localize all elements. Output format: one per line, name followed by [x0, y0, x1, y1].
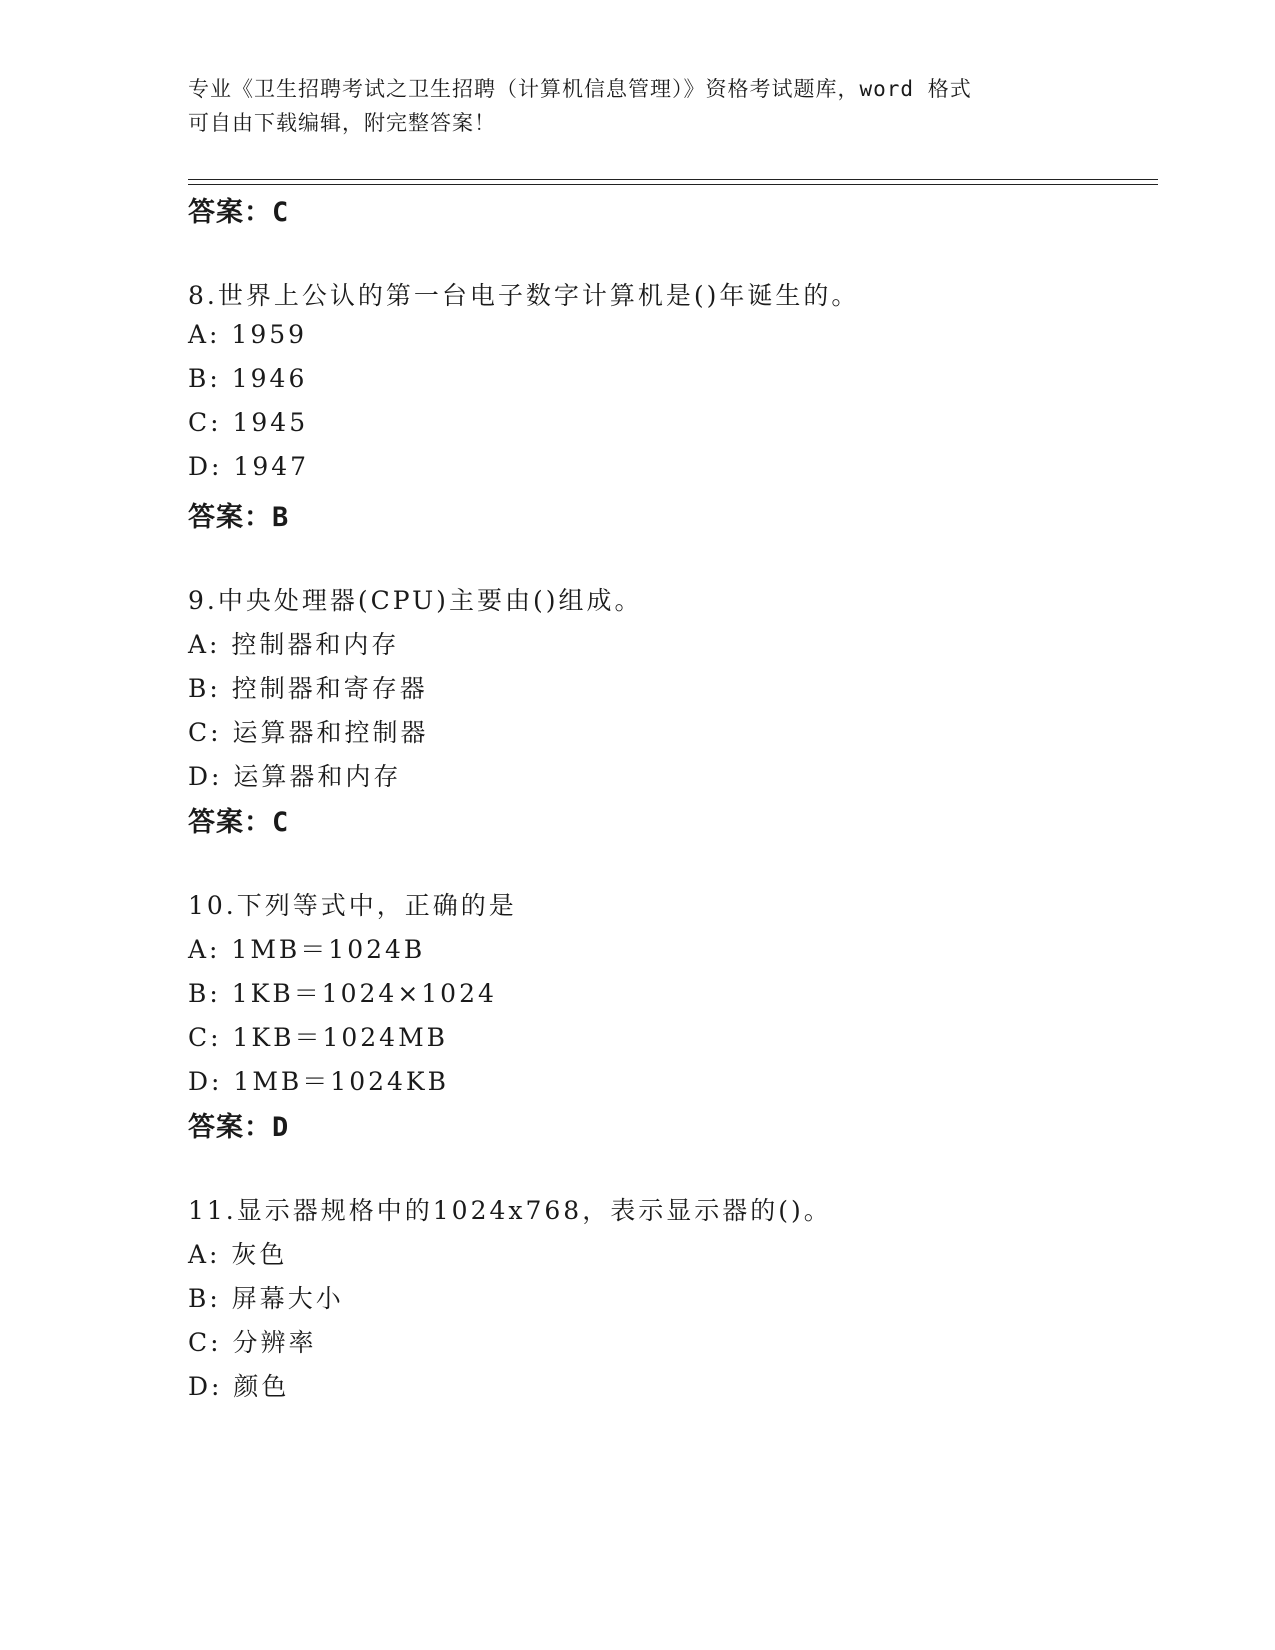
question-9-option-b: B: 控制器和寄存器	[188, 674, 428, 703]
answer-q7: 答案：C	[188, 197, 290, 228]
question-9-text: 9.中央处理器(CPU)主要由()组成。	[188, 586, 643, 615]
question-8-option-d: D: 1947	[188, 452, 310, 481]
answer-q8: 答案：B	[188, 502, 290, 533]
header-divider-top	[188, 179, 1158, 180]
question-9-option-d: D: 运算器和内存	[188, 762, 402, 791]
question-8-option-a: A: 1959	[188, 320, 308, 349]
header-line-1: 专业《卫生招聘考试之卫生招聘（计算机信息管理）》资格考试题库，word 格式	[188, 77, 972, 101]
question-9-option-a: A: 控制器和内存	[188, 630, 400, 659]
question-8-text: 8.世界上公认的第一台电子数字计算机是()年诞生的。	[188, 281, 860, 310]
answer-q10: 答案：D	[188, 1112, 290, 1143]
question-11-option-a: A: 灰色	[188, 1240, 288, 1269]
question-11-text: 11.显示器规格中的1024x768，表示显示器的()。	[188, 1196, 832, 1225]
question-10-option-c: C: 1KB＝1024MB	[188, 1023, 449, 1052]
question-10-text: 10.下列等式中，正确的是	[188, 891, 517, 920]
document-header	[188, 72, 1088, 140]
question-11-option-b: B: 屏幕大小	[188, 1284, 344, 1313]
answer-q9: 答案：C	[188, 807, 290, 838]
question-8-option-c: C: 1945	[188, 408, 309, 437]
question-11-option-d: D: 颜色	[188, 1372, 290, 1401]
question-10-option-d: D: 1MB＝1024KB	[188, 1067, 449, 1096]
question-10-option-a: A: 1MB＝1024B	[188, 935, 426, 964]
question-11-option-c: C: 分辨率	[188, 1328, 317, 1357]
header-divider-bottom	[188, 184, 1158, 185]
header-line-2: 可自由下载编辑，附完整答案！	[188, 111, 496, 135]
question-8-option-b: B: 1946	[188, 364, 308, 393]
question-9-option-c: C: 运算器和控制器	[188, 718, 429, 747]
question-10-option-b: B: 1KB＝1024×1024	[188, 979, 497, 1008]
